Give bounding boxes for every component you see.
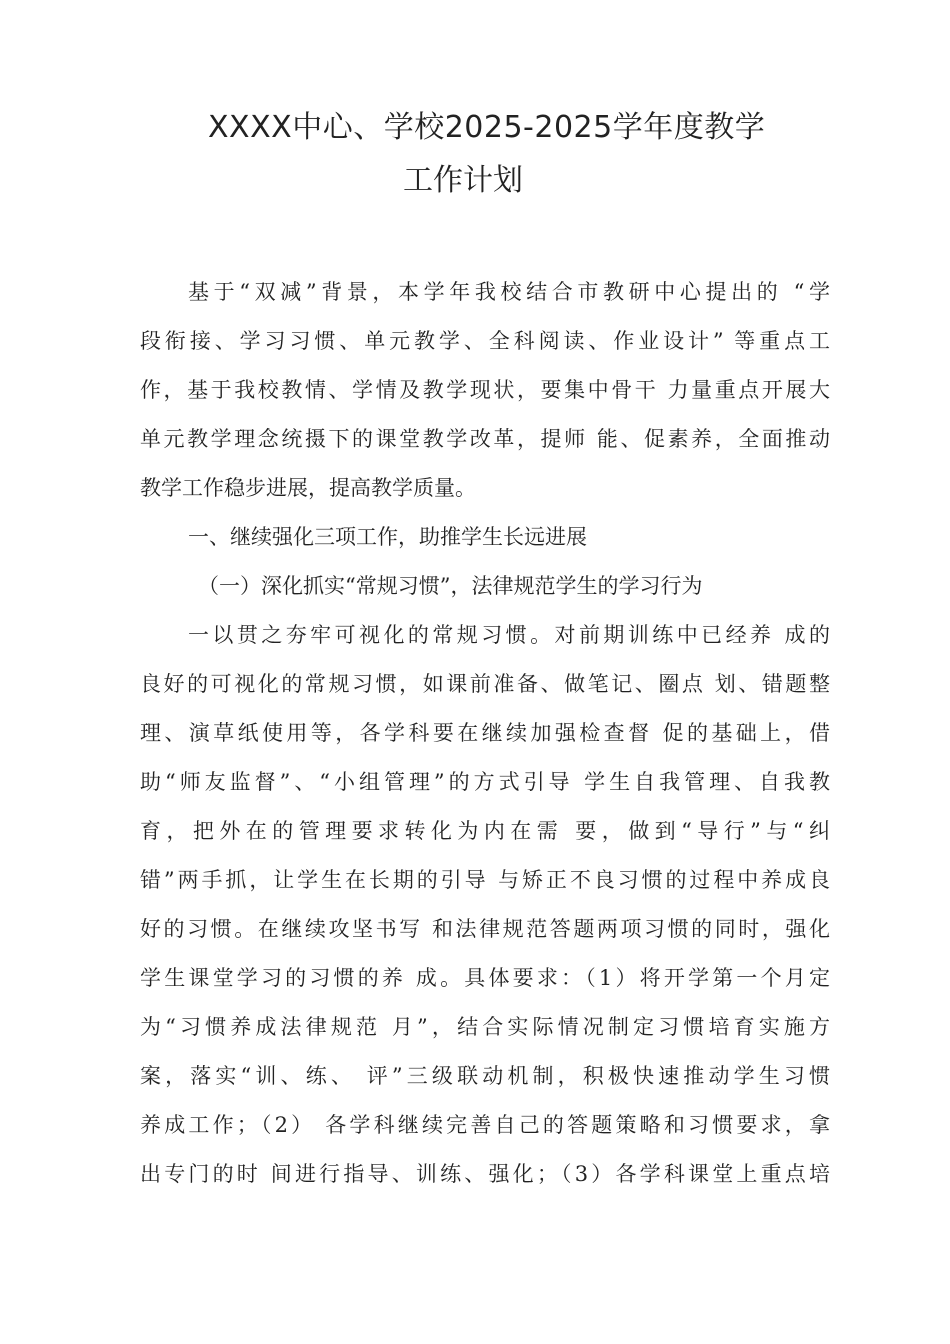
text-line: 单元教学理念统摄下的课堂教学改革，提师 能、促素养，全面推动 (140, 427, 830, 451)
text-line: 学生课堂学习的习惯的养 成。具体要求：（1）将开学第一个月定 (140, 966, 830, 990)
text-line: 助“师友监督”、“小组管理”的方式引导 学生自我管理、自我教 (140, 770, 830, 794)
document-title-line-1: XXXX中心、学校2025-2025学年度教学 (208, 110, 766, 145)
text-line: 育，把外在的管理要求转化为内在需 要，做到“导行”与“纠 (140, 819, 830, 843)
text-line: 作，基于我校教情、学情及教学现状，要集中骨干 力量重点开展大 (140, 378, 830, 402)
text-line: 好的习惯。在继续攻坚书写 和法律规范答题两项习惯的同时，强化 (140, 917, 830, 941)
text-line: 良好的可视化的常规习惯，如课前准备、做笔记、圈点 划、错题整 (140, 672, 830, 696)
document-title-line-2: 工作计划 (403, 163, 523, 198)
text-line: 段衔接、学习习惯、单元教学、全科阅读、作业设计” 等重点工 (140, 329, 830, 353)
text-line: 出专门的时 间进行指导、训练、强化；（3）各学科课堂上重点培 (140, 1162, 830, 1186)
text-line: 错”两手抓，让学生在长期的引导 与矫正不良习惯的过程中养成良 (140, 868, 830, 892)
document-body (140, 268, 830, 1199)
section-heading: 一、继续强化三项工作，助推学生长远进展 (188, 525, 587, 549)
text-line: 基于“双减”背景，本学年我校结合市教研中心提出的 “学 (188, 280, 830, 304)
text-line: 为“习惯养成法律规范 月”，结合实际情况制定习惯培育实施方 (140, 1015, 830, 1039)
intro-paragraph (140, 268, 830, 513)
text-line: 一以贯之夯牢可视化的常规习惯。对前期训练中已经养 成的 (188, 623, 830, 647)
text-line: 案，落实“训、练、 评”三级联动机制，积极快速推动学生习惯 (140, 1064, 830, 1088)
subsection-heading: （一）深化抓实“常规习惯”，法律规范学生的学习行为 (198, 574, 703, 598)
text-line: 养成工作；（2） 各学科继续完善自己的答题策略和习惯要求，拿 (140, 1113, 830, 1137)
body-paragraph (140, 611, 830, 1199)
text-line: 理、演草纸使用等，各学科要在继续加强检查督 促的基础上，借 (140, 721, 830, 745)
text-line: 教学工作稳步进展，提高教学质量。 (140, 476, 476, 500)
